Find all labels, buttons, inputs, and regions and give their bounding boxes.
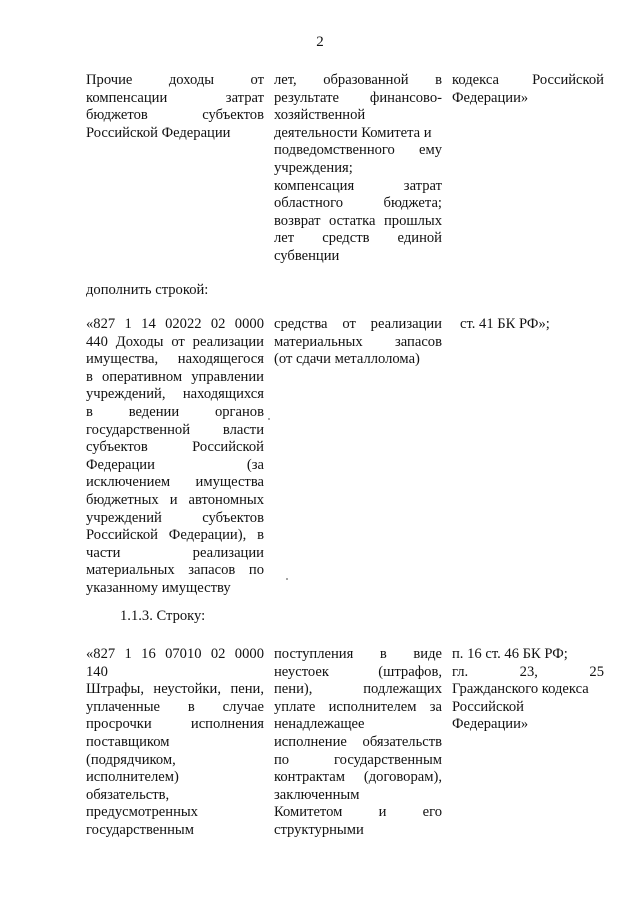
row3-col2-line: поступления в виде (274, 646, 442, 662)
row2-col1-line: указанному имуществу (86, 579, 231, 596)
row1-col1-line: Российской Федерации (86, 124, 231, 141)
row2-col1-line: бюджетных и автономных (86, 491, 264, 508)
section-heading: 1.1.3. Строку: (120, 608, 206, 624)
row1-col2-line: подведомственного ему (274, 142, 442, 159)
row3-col1-line: обязательств, (86, 786, 170, 803)
row3-col3-cell (452, 646, 604, 734)
row2-col1-line: Федерации (за (86, 456, 264, 473)
row2-col1-cell (86, 316, 264, 598)
row3-col3-line: Гражданского кодекса (452, 681, 589, 698)
row1-col3-line: кодекса Российской (452, 72, 604, 88)
row1-col2-line: лет, образованной в (274, 72, 442, 88)
row1-col3-cell (452, 72, 604, 107)
row1-col1-line: Прочие доходы от (86, 72, 264, 88)
row2-col1-line: субъектов Российской (86, 439, 264, 456)
row1-col2-line: деятельности Комитета и (274, 124, 432, 141)
row3-col1-line: предусмотренных (86, 804, 198, 821)
row1-col2-line: результате финансово- (274, 89, 442, 106)
row2-col1-line: учреждений субъектов (86, 509, 264, 526)
row3-col2-line: контрактам (договорам), (274, 769, 442, 786)
row3-col1-line: государственным (86, 821, 194, 838)
row1-col2-cell (274, 72, 442, 266)
row2-col3-line: ст. 41 БК РФ»; (460, 316, 550, 332)
row3-col2-cell (274, 646, 442, 840)
row1-col2-line: субвенции (274, 247, 340, 264)
row1-col2-line: областного бюджета; (274, 195, 442, 212)
row2-col2-line: средства от реализации (274, 316, 442, 332)
row3-col3-line: Российской (452, 698, 524, 715)
row1-col2-line: хозяйственной (274, 107, 366, 124)
row3-col1-cell (86, 646, 264, 840)
row3-col1-line: «827 1 16 07010 02 0000 (86, 646, 264, 662)
row1-col1-line: компенсации затрат (86, 89, 264, 106)
row2-col1-line: в оперативном управлении (86, 368, 264, 385)
row2-col1-line: в ведении органов (86, 403, 264, 420)
row2-col3-cell (452, 316, 612, 334)
row3-col2-line: структурными (274, 821, 364, 838)
add-line-paragraph: дополнить строкой: (86, 282, 209, 298)
row2-col1-line: «827 1 14 02022 02 0000 (86, 316, 264, 332)
row3-col2-line: пени), подлежащих (274, 681, 442, 698)
row2-col1-line: части реализации (86, 544, 264, 561)
row3-col1-line: просрочки исполнения (86, 716, 264, 733)
row3-col2-line: заключенным (274, 786, 360, 803)
row1-col2-line: учреждения; (274, 159, 353, 176)
row3-col1-line: (подрядчиком, (86, 751, 176, 768)
row3-col2-line: исполнение обязательств (274, 733, 442, 750)
row3-col3-line: Федерации» (452, 716, 529, 733)
row3-col3-line: п. 16 ст. 46 БК РФ; (452, 646, 568, 662)
row3-col1-line: поставщиком (86, 733, 170, 750)
row1-col1-cell (86, 72, 264, 142)
row1-col2-line: лет средств единой (274, 230, 442, 247)
row3-col3-line: гл. 23, 25 (452, 663, 604, 680)
row3-col1-line: Штрафы, неустойки, пени, (86, 681, 264, 698)
page-number: 2 (316, 34, 324, 50)
row1-col1-line: бюджетов субъектов (86, 107, 264, 124)
row1-col3-line: Федерации» (452, 89, 529, 106)
row2-col1-line: 440 Доходы от реализации (86, 333, 264, 350)
row3-col1-line: уплаченные в случае (86, 698, 264, 715)
row2-col1-line: имущества, находящегося (86, 351, 264, 368)
row3-col2-line: Комитетом и его (274, 804, 442, 821)
scan-speck (268, 418, 270, 420)
row1-col2-line: возврат остатка прошлых (274, 212, 442, 229)
row3-col2-line: уплате исполнителем за (274, 698, 442, 715)
row2-col2-cell (274, 316, 442, 369)
row3-col2-line: неустоек (штрафов, (274, 663, 442, 680)
row2-col1-line: Российской Федерации), в (86, 527, 264, 544)
scan-speck (286, 578, 288, 580)
row3-col1-line: исполнителем) (86, 769, 179, 786)
row2-col1-line: исключением имущества (86, 474, 264, 491)
row2-col1-line: государственной власти (86, 421, 264, 438)
row2-col2-line: (от сдачи металлолома) (274, 351, 420, 368)
row3-col2-line: по государственным (274, 751, 442, 768)
row2-col1-line: учреждений, находящихся (86, 386, 264, 403)
row3-col1-line: 140 (86, 663, 108, 680)
row1-col2-line: компенсация затрат (274, 177, 442, 194)
row2-col1-line: материальных запасов по (86, 562, 264, 579)
row2-col2-line: материальных запасов (274, 333, 442, 350)
row3-col2-line: ненадлежащее (274, 716, 365, 733)
